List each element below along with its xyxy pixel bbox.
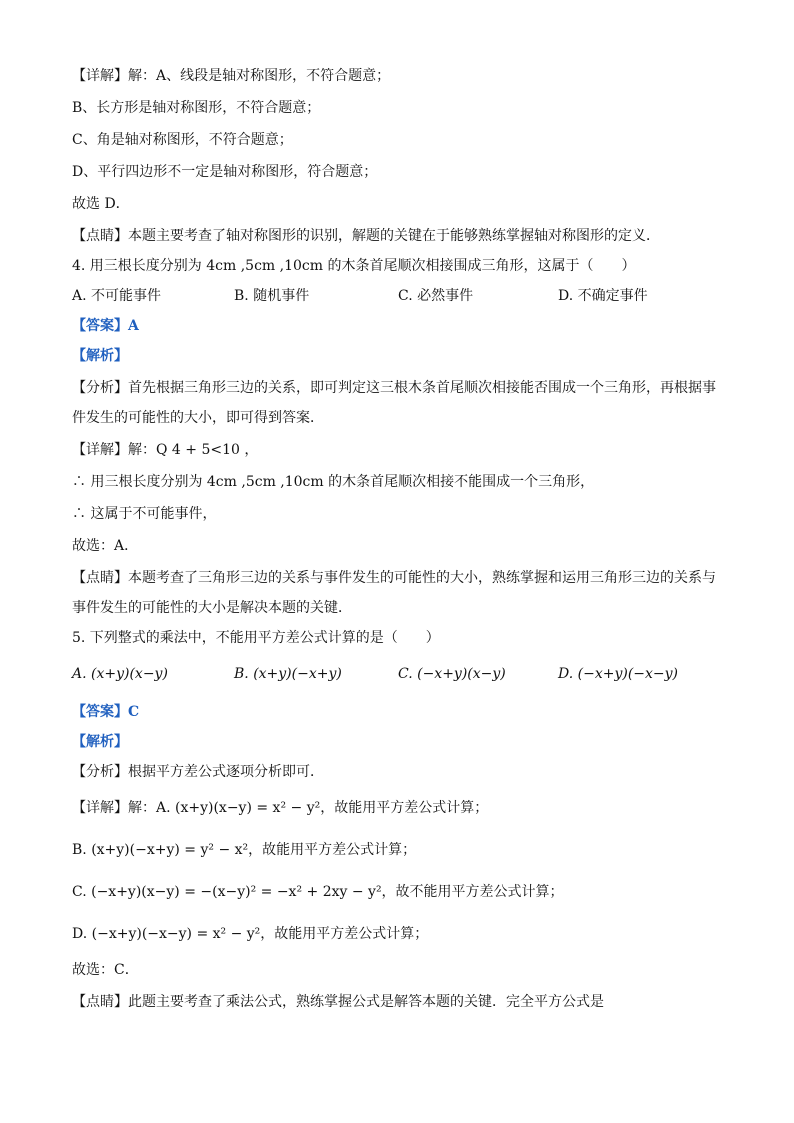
option-b: B. (x+y)(−x+y) <box>234 666 342 682</box>
detail-line: D. (−x+y)(−x−y) = x² − y²，故能用平方差公式计算； <box>72 926 429 942</box>
choose-line: 故选：A． <box>72 538 139 554</box>
fenxi-line: 【分析】首先根据三角形三边的关系，即可判定这三根木条首尾顺次相接能否围成一个三角形，再根据事 <box>72 380 716 396</box>
detail-line: D、平行四边形不一定是轴对称图形，符合题意； <box>72 164 378 180</box>
option-d: D. 不确定事件 <box>558 288 648 304</box>
detail-line: ∴ 这属于不可能事件， <box>72 506 217 522</box>
answer-label: 【答案】A <box>72 318 139 334</box>
choose-line: 故选 D． <box>72 196 130 212</box>
dianjing-line: 【点睛】本题主要考查了轴对称图形的识别，解题的关键在于能够熟练掌握轴对称图形的定义． <box>72 228 660 244</box>
option-b: B. 随机事件 <box>234 288 310 304</box>
choose-line: 故选：C． <box>72 962 139 978</box>
question-4-stem: 4. 用三根长度分别为 4cm ,5cm ,10cm 的木条首尾顺次相接围成三角形，这属于（ ） <box>72 258 636 274</box>
fenxi-line: 【分析】根据平方差公式逐项分析即可． <box>72 764 324 780</box>
analysis-label: 【解析】 <box>72 348 128 364</box>
detail-line: C、角是轴对称图形，不符合题意； <box>72 132 293 148</box>
fenxi-line: 件发生的可能性的大小，即可得到答案． <box>72 410 324 426</box>
detail-line: 【详解】解：Q 4 + 5<10 ， <box>72 442 259 458</box>
dianjing-line: 事件发生的可能性的大小是解决本题的关键． <box>72 600 352 616</box>
option-d: D. (−x+y)(−x−y) <box>558 666 679 682</box>
question-5-stem: 5. 下列整式的乘法中，不能用平方差公式计算的是（ ） <box>72 630 440 646</box>
detail-line: 【详解】解：A. (x+y)(x−y) = x² − y²，故能用平方差公式计算； <box>72 800 489 816</box>
dianjing-line: 【点睛】此题主要考查了乘法公式，熟练掌握公式是解答本题的关键．完全平方公式是 <box>72 994 604 1010</box>
detail-line: 【详解】解：A、线段是轴对称图形，不符合题意； <box>72 68 391 84</box>
option-c: C. (−x+y)(x−y) <box>398 666 506 682</box>
option-c: C. 必然事件 <box>398 288 474 304</box>
analysis-label: 【解析】 <box>72 734 128 750</box>
detail-line: B、长方形是轴对称图形，不符合题意； <box>72 100 321 116</box>
option-a: A. (x+y)(x−y) <box>72 666 168 682</box>
dianjing-line: 【点睛】本题考查了三角形三边的关系与事件发生的可能性的大小，熟练掌握和运用三角形三边的关系与 <box>72 570 716 586</box>
answer-label: 【答案】C <box>72 704 140 720</box>
detail-line: ∴ 用三根长度分别为 4cm ,5cm ,10cm 的木条首尾顺次相接不能围成一个三角形， <box>72 474 595 490</box>
detail-line: C. (−x+y)(x−y) = −(x−y)² = −x² + 2xy − y²，故不能用平方差公式计算； <box>72 884 564 900</box>
option-a: A. 不可能事件 <box>72 288 162 304</box>
detail-line: B. (x+y)(−x+y) = y² − x²，故能用平方差公式计算； <box>72 842 417 858</box>
